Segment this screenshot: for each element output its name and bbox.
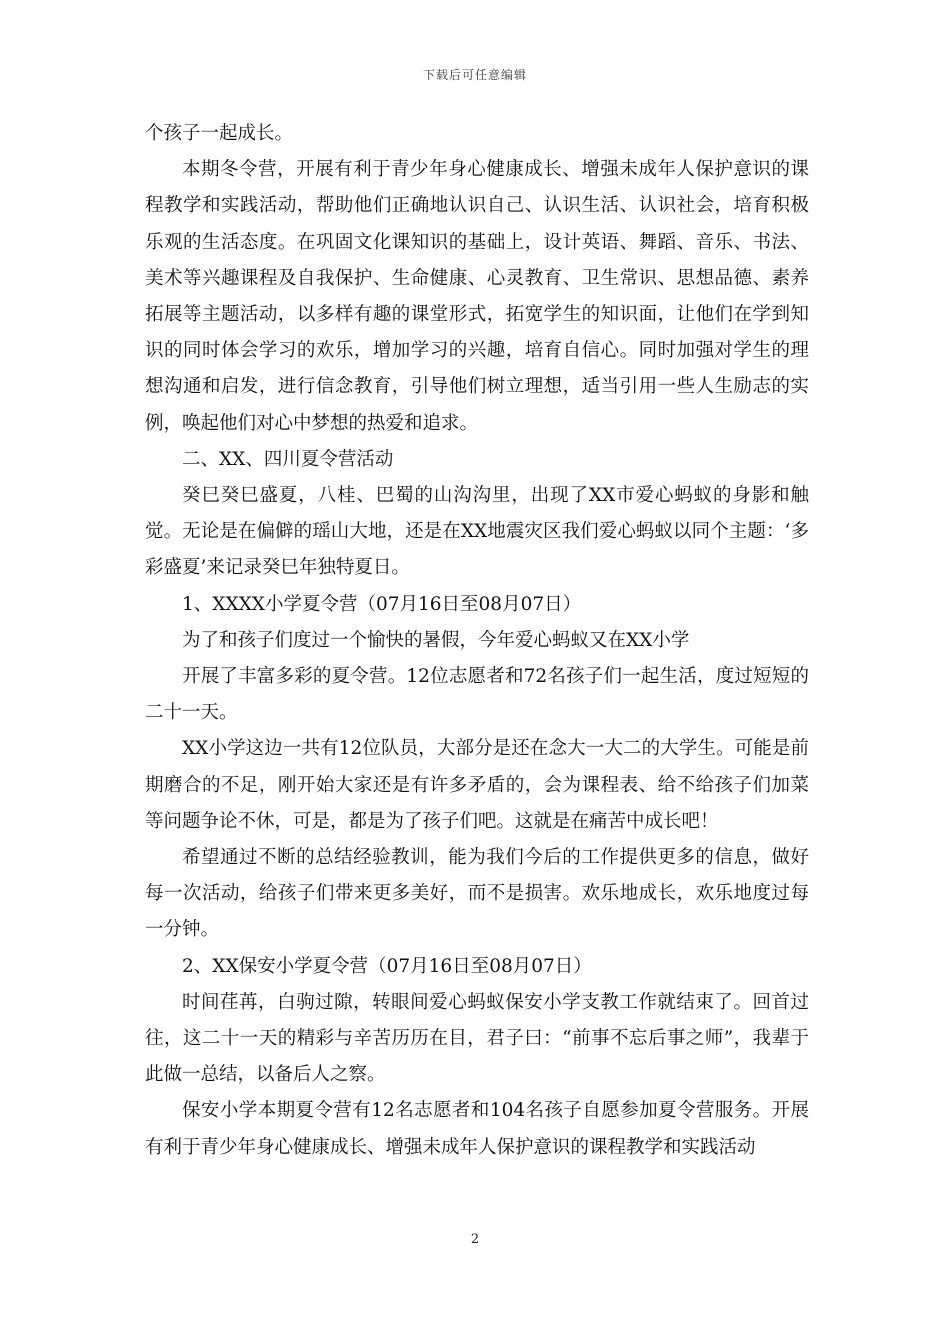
paragraph-summer-1a: 为了和孩子们度过一个愉快的暑假，今年爱心蚂蚁又在XX小学 — [182, 629, 690, 651]
paragraph-continuation: 个孩子一起成长。 — [145, 123, 294, 144]
section-heading: 二、XX、四川夏令营活动 — [182, 448, 394, 470]
subsection-heading-1: 1、XXXX小学夏令营（07月16日至08月07日） — [182, 593, 582, 615]
paragraph-summer-2a: 时间荏苒，白驹过隙，转眼间爱心蚂蚁保安小学支教工作就结束了。回首过往，这二十一天的精彩与辛苦历历在目，君子曰：“前事不忘后事之师”，我辈于此做一总结，以备后人之察。 — [145, 991, 809, 1086]
paragraph-summer-2b: 保安小学本期夏令营有12名志愿者和104名孩子自愿参加夏令营服务。开展有利于青少年身心健康成长、增强未成年人保护意识的课程教学和实践活动 — [145, 1100, 809, 1158]
paragraph-winter-camp: 本期冬令营，开展有利于青少年身心健康成长、增强未成年人保护意识的课程教学和实践活动，帮助他们正确地认识自己、认识生活、认识社会，培育积极乐观的生活态度。在巩固文化课知识的基础上，设计英语、舞蹈、音乐、书法、美术等兴趣课程及自我保护、生命健康、心灵教育、卫生常识、思想品德、素养拓展等主题活动，以多样有趣的课堂形式，拓宽学生的知识面，让他们在学到知识的同时体会学习的欢乐，增加学习的兴趣，培育自信心。同时加强对学生的理想沟通和启发，进行信念教育，引导他们树立理想，适当引用一些人生励志的实例，唤起他们对心中梦想的热爱和追求。 — [145, 159, 809, 434]
page-header: 下载后可任意编辑 — [422, 68, 527, 82]
paragraph-summer-intro: 癸巳癸巳盛夏，八桂、巴蜀的山沟沟里，出现了XX市爱心蚂蚁的身影和触觉。无论是在偏僻的瑶山大地，还是在XX地震灾区我们爱心蚂蚁以同个主题：‘多彩盛夏’来记录癸巳年独特夏日。 — [145, 485, 809, 579]
paragraph-summer-1b: 开展了丰富多彩的夏令营。12位志愿者和72名孩子们一起生活，度过短短的二十一天。 — [145, 666, 809, 724]
paragraph-summer-1c: XX小学这边一共有12位队员，大部分是还在念大一大二的大学生。可能是前期磨合的不足，刚开始大家还是有许多矛盾的，会为课程表、给不给孩子们加菜等问题争论不休，可是，都是为了孩子们吧。这就是在痛苦中成长吧！ — [145, 738, 809, 832]
subsection-heading-2: 2、XX保安小学夏令营（07月16日至08月07日） — [182, 955, 592, 977]
document-body — [145, 116, 809, 1166]
paragraph-summer-1d: 希望通过不断的总结经验教训，能为我们今后的工作提供更多的信息，做好每一次活动，给孩子们带来更多美好，而不是损害。欢乐地成长，欢乐地度过每一分钟。 — [145, 847, 809, 941]
page-number: 2 — [470, 1232, 480, 1247]
